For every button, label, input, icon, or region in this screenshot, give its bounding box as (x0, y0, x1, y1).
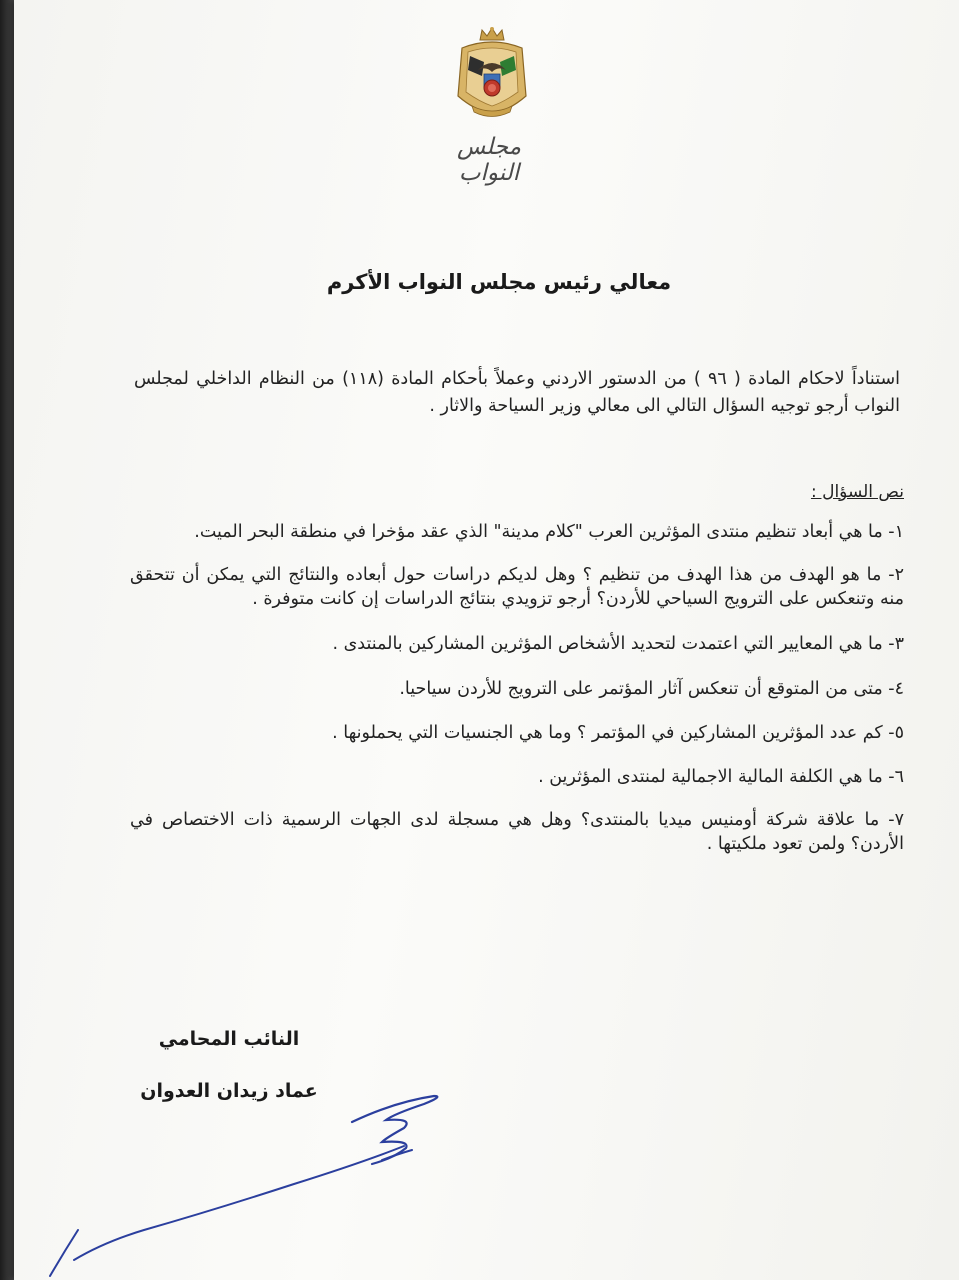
question-item: ٢- ما هو الهدف من هذا الهدف من تنظيم ؟ وهل لديكم دراسات حول أبعاده والنتائج التي يمكن أن تتحقق منه وتنعكس على الترويج السياحي للأردن؟ أرجو تزويدي بنتائج الدراسات إن كانت متوفرة . (130, 565, 904, 609)
questions-list (130, 520, 904, 856)
question-item: ٧- ما علاقة شركة أومنيس ميديا بالمنتدى؟ وهل هي مسجلة لدى الجهات الرسمية ذات الاختصاص في الأردن؟ ولمن تعود ملكيتها . (130, 810, 904, 854)
question-item: ١- ما هي أبعاد تنظيم منتدى المؤثرين العرب "كلام مدينة" الذي عقد مؤخرا في منطقة البحر الميت. (194, 522, 904, 542)
letter-page (14, 0, 959, 1280)
signature-name: عماد زيدان العدوان (140, 1080, 318, 1102)
desk-background (0, 0, 14, 1280)
signature-title: النائب المحامي (158, 1028, 300, 1050)
question-item: ٥- كم عدد المؤثرين المشاركين في المؤتمر ؟ وما هي الجنسيات التي يحملونها . (332, 723, 904, 743)
question-item: ٤- متى من المتوقع أن تنعكس آثار المؤتمر على الترويج للأردن سياحيا. (399, 679, 904, 699)
question-item: ٣- ما هي المعايير التي اعتمدت لتحديد الأشخاص المؤثرين المشاركين بالمنتدى . (332, 634, 904, 654)
jordan-coat-of-arms-icon (452, 26, 532, 122)
question-item: ٦- ما هي الكلفة المالية الاجمالية لمنتدى المؤثرين . (538, 767, 904, 787)
addressee-heading: معالي رئيس مجلس النواب الأكرم (326, 270, 672, 294)
question-heading: نص السؤال : (810, 482, 904, 502)
intro-paragraph: استناداً لاحكام المادة ( ٩٦ ) من الدستور الاردني وعملاً بأحكام المادة (١١٨) من النظام الداخلي لمجلس النواب أرجو توجيه السؤال التالي الى معالي وزير السياحة والاثار . (134, 369, 901, 416)
council-name: مجلس النواب (456, 134, 522, 186)
handwritten-signature-icon (14, 1080, 959, 1280)
